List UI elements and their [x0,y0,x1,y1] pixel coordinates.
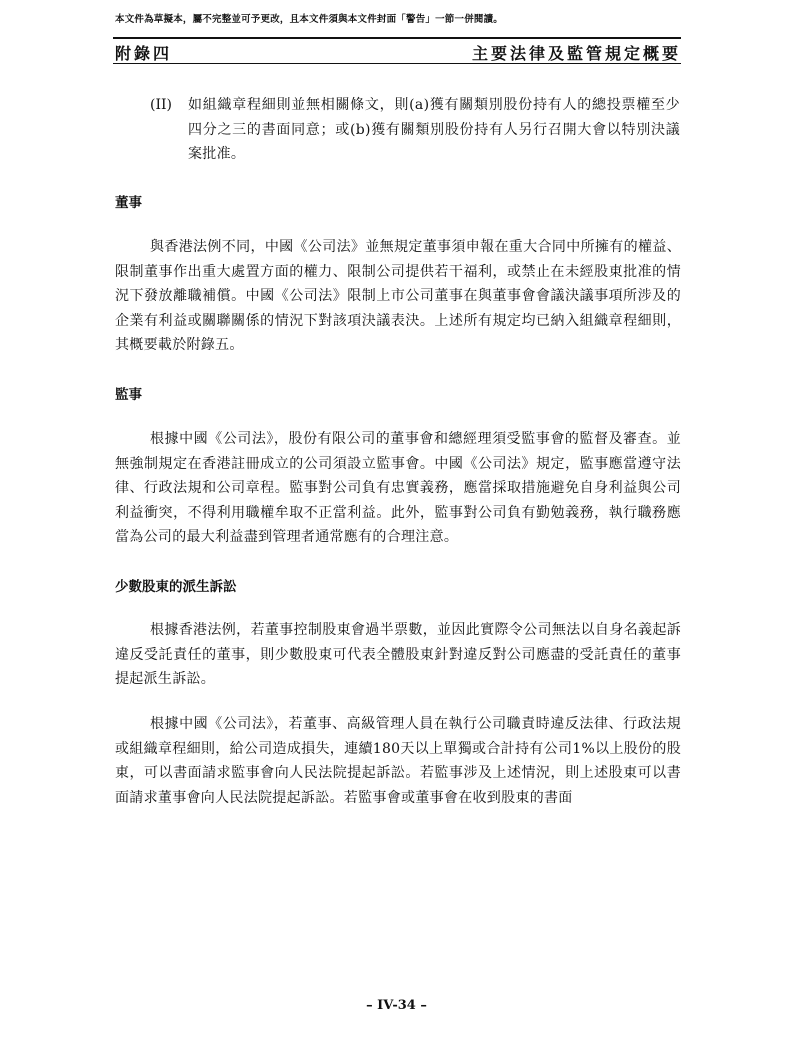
page-number: – IV-34 – [366,998,427,1013]
appendix-title: 附錄四 [115,44,173,63]
heading-directors: 董事 [115,195,142,211]
paragraph-derivative-prc: 根據中國《公司法》，若董事、高級管理人員在執行公司職責時違反法律、行政法規或組織章程細則，給公司造成損失，連續180天以上單獨或合計持有公司1%以上股份的股東，可以書面請求監事會向人民法院提起訴訟。若監事涉及上述情況，則上述股東可以書面請求董事會向人民法院提起訴訟。若監事會或董事會在收到股東的書面 [115,716,681,806]
paragraph-derivative-hk: 根據香港法例，若董事控制股東會過半票數，並因此實際令公司無法以自身名義起訴違反受託責任的董事，則少數股東可代表全體股東針對違反對公司應盡的受託責任的董事提起派生訴訟。 [115,622,681,688]
paragraph-directors: 與香港法例不同，中國《公司法》並無規定董事須申報在重大合同中所擁有的權益、限制董事作出重大處置方面的權力、限制公司提供若干福利，或禁止在未經股東批准的情況下發放離職補償。中國《公司法》限制上市公司董事在與董事會會議決議事項所涉及的企業有利益或關聯關係的情況下對該項決議表決。上述所有規定均已納入組織章程細則，其概要載於附錄五。 [115,239,681,354]
header-rule-bottom [113,63,681,64]
list-item-text: 如組織章程細則並無相關條文，則(a)獲有關類別股份持有人的總投票權至少四分之三的書面同意；或(b)獲有關類別股份持有人另行召開大會以特別決議案批准。 [188,97,680,163]
list-item-label: (II) [150,97,172,113]
paragraph-supervisors: 根據中國《公司法》，股份有限公司的董事會和總經理須受監事會的監督及審查。並無強制規定在香港註冊成立的公司須設立監事會。中國《公司法》規定，監事應當遵守法律、行政法規和公司章程。監事對公司負有忠實義務，應當採取措施避免自身利益與公司利益衝突，不得利用職權牟取不正當利益。此外，監事對公司負有勤勉義務，執行職務應當為公司的最大利益盡到管理者通常應有的合理注意。 [115,431,681,546]
header-rule-top [113,37,681,39]
section-title: 主要法律及監管規定概要 [471,44,681,63]
draft-notice: 本文件為草擬本，屬不完整並可予更改，且本文件須與本文件封面「警告」一節一併閱讀。 [115,14,504,25]
heading-supervisors: 監事 [115,387,142,403]
heading-derivative-actions: 少數股東的派生訴訟 [115,579,237,595]
